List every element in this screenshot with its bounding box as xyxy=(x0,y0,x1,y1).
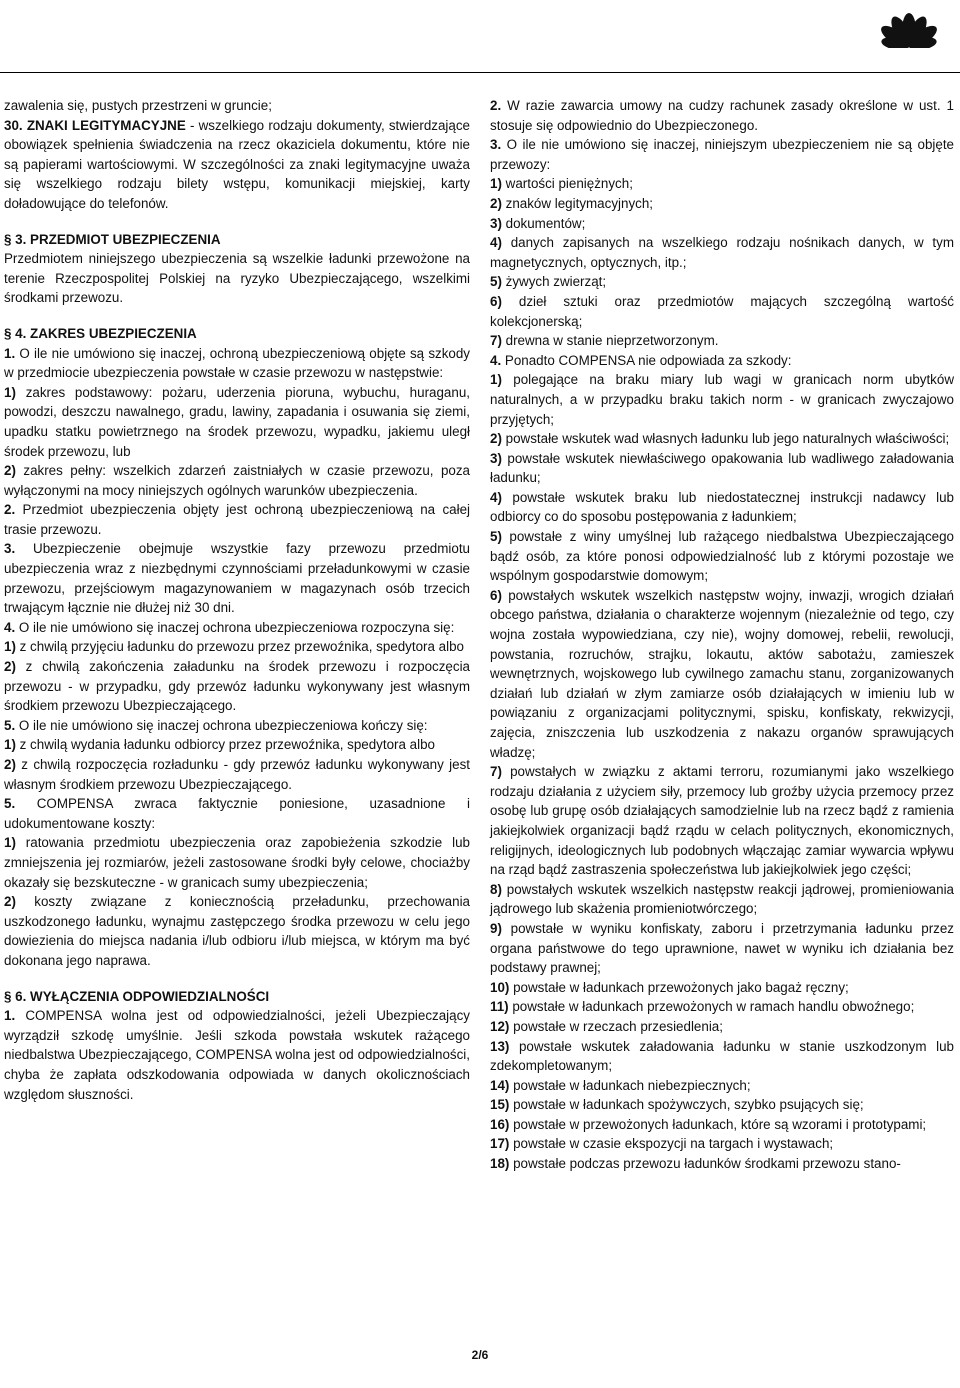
section-6-item-text: powstałe wskutek niewłaściwego opakowania lub wadliwego załadowania ładunku; xyxy=(490,450,954,486)
section-4-item-text: Ubezpieczenie obejmuje wszystkie fazy przewozu przedmiotu ubezpieczenia wraz z niezbędnymi czynnościami przeładunkowymi w czasie przewozu, przejściowym magazynowaniem w magazynach osób trzecich trwającym łącznie nie dłużej niż 30 dni. xyxy=(4,541,470,616)
section-6-item xyxy=(490,1134,954,1154)
section-6-item-text: powstałe w ładunkach spożywczych, szybko psujących się; xyxy=(509,1097,864,1113)
section-4-item-text: O ile nie umówiono się inaczej ochrona ubezpieczeniowa kończy się: xyxy=(15,717,428,733)
compensa-logo-icon xyxy=(861,6,957,48)
section-4-item-number: 4. xyxy=(4,619,16,635)
page-number: 2/6 xyxy=(471,1348,489,1362)
section-6-item xyxy=(490,527,954,586)
section-6-items xyxy=(4,1006,470,1104)
section-6-item-text: znaków legitymacyjnych; xyxy=(501,195,653,211)
section-6-item xyxy=(490,1095,954,1115)
section-6-item-number: 3) xyxy=(490,215,502,231)
section-4-item-number: 1) xyxy=(4,384,16,400)
section-6-item xyxy=(490,351,954,371)
section-4-items xyxy=(4,344,470,971)
section-6-item-text: powstałe w rzeczach przesiedlenia; xyxy=(509,1018,723,1034)
section-6-item-number: 17) xyxy=(490,1136,510,1152)
section-6-item xyxy=(490,214,954,234)
section-4-heading: § 4. ZAKRES UBEZPIECZENIA xyxy=(4,325,197,341)
section-6-item xyxy=(490,919,954,978)
section-4-item-number: 5. xyxy=(4,717,16,733)
section-6-item-text: COMPENSA wolna jest od odpowiedzialności, jeżeli Ubezpieczający wyrządził szkodę umyślnie. Jeśli szkoda powstała wskutek rażącego niedbalstwa Ubezpieczającego, COMPENSA wolna jest od odpowiedzialności, chyba że zapłata odszkodowania odpowiada w danych okolicznościach względom słuszności. xyxy=(4,1008,470,1102)
section-4-item-text: z chwilą rozpoczęcia rozładunku - gdy przewóz ładunku wykonywany jest własnym środkiem przewozu Ubezpieczającego. xyxy=(4,757,470,792)
section-6-item-text: wartości pieniężnych; xyxy=(501,176,633,192)
section-4-item-number: 3. xyxy=(4,541,16,557)
section-6-item xyxy=(490,331,954,351)
section-6-item xyxy=(490,1154,954,1174)
section-6-items-continued xyxy=(490,96,954,1174)
section-6-item-text: powstałe wskutek załadowania ładunku w stanie uszkodzonym lub zdekompletowanym; xyxy=(490,1038,954,1074)
section-4-item xyxy=(4,735,470,755)
section-4-item-number: 5. xyxy=(4,796,16,812)
section-6-item-text: powstałe w wyniku konfiskaty, zaboru i przetrzymania ładunku przez organa państwowe do tego uprawnione, nawet w wyniku ich działania bez podstawy prawnej; xyxy=(490,920,954,976)
left-column xyxy=(4,96,470,1104)
section-6-item-number: 1) xyxy=(490,372,502,388)
intro-line: zawalenia się, pustych przestrzeni w gruncie; xyxy=(4,98,272,113)
section-6-item-text: powstałe podczas przewozu ładunków środkami przewozu stano- xyxy=(509,1156,901,1172)
section-4-item-number: 1. xyxy=(4,345,16,361)
section-6-item-text: powstałych wskutek wszelkich następstw wojny, inwazji, wrogich działań obcego państwa, działania o charakterze wojennym (niezależnie od tego, czy wojna została wypowiedziana, czy nie), wojny domowej, rebelii, rewolucji, powstania, rozruchów, strajku, lokautu, aktów sabotażu, zamieszek wewnętrznych, wojskowego lub cywilnego zamachu stanu, zorganizowanych działań lub działań w złym zamiarze osób działających w imieniu lub w powiązaniu z organizacjami politycznymi, spisku, konfiskaty, rekwizycji, zajęcia, zniszczenia lub uszkodzenia z nakazu organów sprawujących władzę; xyxy=(490,587,954,760)
section-6-item-text: powstałych w związku z aktami terroru, rozumianymi jako wszelkiego rodzaju działania z użyciem siły, przemocy lub groźby użycia przemocy przez osobę lub grupę osób działających samodzielnie lub na rzecz bądź z ramienia jakiejkolwiek organizacji bądź rządu w celach politycznych, ekonomicznych, religijnych, ideologicznych lub podobnych włączając zamiar wywarcia wpływu na rząd bądź zastraszenia społeczeństwa lub jakiejkolwiek jego części; xyxy=(490,764,954,878)
section-6-item-text: polegające na braku miary lub wagi w granicach norm ubytków naturalnych, a w przypadku braku takich norm - w granicach zwyczajowo przyjętych; xyxy=(490,372,954,427)
section-4-item xyxy=(4,794,470,833)
section-6-item-number: 18) xyxy=(490,1156,510,1172)
section-6-item-text: drewna w stanie nieprzetworzonym. xyxy=(501,333,719,349)
section-6-item-number: 4) xyxy=(490,489,502,505)
section-6-item-number: 15) xyxy=(490,1097,510,1113)
section-4-item xyxy=(4,539,470,617)
section-6-item xyxy=(490,997,954,1017)
section-6-item-number: 9) xyxy=(490,920,502,936)
section-6-heading: § 6. WYŁĄCZENIA ODPOWIEDZIALNOŚCI xyxy=(4,988,270,1004)
section-6-item xyxy=(490,978,954,998)
section-6-item-text: dzieł sztuki oraz przedmiotów mających szczególną wartość kolekcjonerską; xyxy=(490,293,954,329)
section-6-item-text: powstałe wskutek wad własnych ładunku lub jego naturalnych właściwości; xyxy=(501,431,950,447)
section-6-item-number: 11) xyxy=(490,999,509,1015)
section-6-item-text: Ponadto COMPENSA nie odpowiada za szkody: xyxy=(501,352,792,368)
section-6-item-text: powstałych wskutek wszelkich następstw reakcji jądrowej, promieniowania jądrowego lub skażenia promieniotwórczego; xyxy=(490,881,954,917)
section-4-item xyxy=(4,833,470,892)
section-6-item xyxy=(490,194,954,214)
section-6-item-text: żywych zwierząt; xyxy=(501,274,607,290)
section-6-item-number: 6) xyxy=(490,587,502,603)
section-6-item xyxy=(4,1006,470,1104)
section-6-item-number: 5) xyxy=(490,529,502,545)
section-4-item-text: COMPENSA zwraca faktycznie poniesione, uzasadnione i udokumentowane koszty: xyxy=(4,796,470,831)
section-4-item xyxy=(4,657,470,716)
section-4-item-text: z chwilą zakończenia załadunku na środek przewozu i rozpoczęcia przewozu - w przypadku, gdy przewóz ładunku wykonywany jest własnym środkiem przewozu Ubezpieczającego. xyxy=(4,659,470,714)
section-6-item-number: 2. xyxy=(490,98,502,113)
section-4-item-text: koszty związane z koniecznością przeładunku, przechowania uszkodzonego ładunku, wynajmu zastępczego środka przewozu w celu jego dowiezienia do miejsca nadania i/lub odbioru i/lub miejsca, w którym ma być dokonana jego naprawa. xyxy=(4,894,470,968)
section-4-item-text: z chwilą wydania ładunku odbiorcy przez przewoźnika, spedytora albo xyxy=(15,737,435,753)
section-6-item xyxy=(490,96,954,135)
section-4-item-text: zakres podstawowy: pożaru, uderzenia pioruna, wybuchu, huraganu, powodzi, deszczu nawalnego, gradu, lawiny, zapadania i osuwania się ziemi, upadku statku powietrznego na środek przewozu, wypadku, jakiemu uległ środek przewozu, lub xyxy=(4,384,470,459)
section-4-item xyxy=(4,383,470,461)
section-6-item-text: dokumentów; xyxy=(501,215,586,231)
section-4-item-number: 2) xyxy=(4,757,16,772)
section-6-item-number: 14) xyxy=(490,1077,510,1093)
section-6-item-text: powstałe w ładunkach niebezpiecznych; xyxy=(509,1077,751,1093)
section-4-item-number: 1) xyxy=(4,835,16,851)
section-4-item-text: z chwilą przyjęciu ładunku do przewozu przez przewoźnika, spedytora albo xyxy=(15,639,464,655)
section-6-item-number: 1) xyxy=(490,176,502,192)
section-6-item xyxy=(490,880,954,919)
section-6-item-text: W razie zawarcia umowy na cudzy rachunek zasady określone w ust. 1 stosuje się odpowiednio do Ubezpieczonego. xyxy=(490,98,954,133)
section-4-item xyxy=(4,637,470,657)
section-4-item-text: ratowania przedmiotu ubezpieczenia oraz zapobieżenia szkodzie lub zmniejszenia jej rozmiarów, jeżeli zastosowane środki były celowe, chociażby okazały się bezskuteczne - w granicach sumy ubezpieczenia; xyxy=(4,835,470,890)
section-6-item-text: powstałe w ładunkach przewożonych jako bagaż ręczny; xyxy=(509,979,849,995)
section-6-item-number: 4. xyxy=(490,352,502,368)
section-4-item-text: O ile nie umówiono się inaczej ochrona ubezpieczeniowa rozpoczyna się: xyxy=(15,619,455,635)
header-divider xyxy=(0,72,960,73)
section-6-item-number: 3) xyxy=(490,450,502,466)
section-6-item-text: powstałe w przewożonych ładunkach, które są wzorami i prototypami; xyxy=(509,1116,927,1132)
section-6-item-number: 10) xyxy=(490,979,510,995)
section-6-item-text: powstałe w czasie ekspozycji na targach i wystawach; xyxy=(509,1136,834,1152)
section-4-item xyxy=(4,892,470,970)
section-4-item-number: 2) xyxy=(4,463,16,479)
section-4-item-number: 1) xyxy=(4,737,16,753)
section-6-item-number: 8) xyxy=(490,881,502,897)
section-6-item xyxy=(490,272,954,292)
section-6-item xyxy=(490,762,954,880)
section-6-item xyxy=(490,233,954,272)
section-6-item-text: O ile nie umówiono się inaczej, niniejszym ubezpieczeniem nie są objęte przewozy: xyxy=(490,137,954,172)
section-6-item-number: 2) xyxy=(490,431,502,447)
section-6-item xyxy=(490,488,954,527)
section-4-item-number: 2) xyxy=(4,894,16,910)
section-6-item xyxy=(490,174,954,194)
section-6-item-number: 5) xyxy=(490,274,502,290)
section-6-item xyxy=(490,1017,954,1037)
section-6-item-number: 2) xyxy=(490,195,502,211)
definition-30 xyxy=(4,116,470,214)
section-6-item xyxy=(490,449,954,488)
section-3-text: Przedmiotem niniejszego ubezpieczenia są wszelkie ładunki przewożone na terenie Rzeczpospolitej Polskiej na ryzyko Ubezpieczającego, wszelkimi środkami przewozu. xyxy=(4,251,470,306)
section-4-item-text: Przedmiot ubezpieczenia objęty jest ochroną ubezpieczeniową na całej trasie przewozu. xyxy=(4,502,470,537)
section-6-item xyxy=(490,586,954,762)
section-6-item xyxy=(490,429,954,449)
section-6-item-number: 13) xyxy=(490,1038,510,1054)
section-4-item-text: O ile nie umówiono się inaczej, ochroną ubezpieczeniową objęte są szkody w przedmiocie ubezpieczenia powstałe w czasie przewozu w następstwie: xyxy=(4,345,470,381)
section-6-item-text: powstałe wskutek braku lub niedostatecznej instrukcji nadawcy lub odbiorcy co do sposobu postępowania z ładunkiem; xyxy=(490,489,954,525)
section-6-item-number: 6) xyxy=(490,293,502,309)
section-6-item-text: powstałe z winy umyślnej lub rażącego niedbalstwa Ubezpieczającego bądź osób, za które ponosi odpowiedzialność lub z którymi pozostaje we wspólnym gospodarstwie domowym; xyxy=(490,529,954,584)
section-6-item-number: 7) xyxy=(490,764,502,780)
section-6-item xyxy=(490,1115,954,1135)
section-6-item-number: 16) xyxy=(490,1116,510,1132)
section-6-item xyxy=(490,370,954,429)
section-6-item-text: powstałe w ładunkach przewożonych w ramach handlu obwoźnego; xyxy=(508,999,915,1015)
section-6-item xyxy=(490,1037,954,1076)
section-4-item-number: 2. xyxy=(4,502,16,518)
section-6-item-number: 12) xyxy=(490,1018,510,1034)
section-6-item xyxy=(490,1076,954,1096)
definition-30-text: - wszelkiego rodzaju dokumenty, stwierdzające obowiązek spełnienia świadczenia na rzecz okaziciela dokumentu, które nie są papierami wartościowymi. W szczególności za znaki legitymacyjne uważa się wszelkiego rodzaju bilety wstępu, komunikacji miejskiej, karty doładowujące do telefonów. xyxy=(4,117,470,211)
section-4-item-number: 2) xyxy=(4,659,16,675)
section-4-item xyxy=(4,755,470,794)
section-6-item-text: danych zapisanych na wszelkiego rodzaju nośnikach danych, w tym magnetycznych, optycznych, itp.; xyxy=(490,235,954,270)
section-4-item-text: zakres pełny: wszelkich zdarzeń zaistniałych w czasie przewozu, poza wyłączonymi na mocy niniejszych ogólnych warunków ubezpieczenia. xyxy=(4,463,470,498)
section-6-item xyxy=(490,135,954,174)
section-6-item xyxy=(490,292,954,331)
section-6-item-number: 3. xyxy=(490,137,502,153)
section-4-item xyxy=(4,500,470,539)
section-3-heading: § 3. PRZEDMIOT UBEZPIECZENIA xyxy=(4,231,221,247)
section-4-item xyxy=(4,344,470,383)
section-4-item xyxy=(4,618,470,638)
definition-30-term: 30. ZNAKI LEGITYMACYJNE xyxy=(4,117,186,133)
section-4-item xyxy=(4,716,470,736)
right-column xyxy=(490,96,954,1174)
section-4-item-number: 1) xyxy=(4,639,16,655)
section-4-item xyxy=(4,461,470,500)
section-6-item-number: 7) xyxy=(490,333,502,349)
section-6-item-number: 4) xyxy=(490,235,502,251)
section-6-item-number: 1. xyxy=(4,1008,16,1024)
